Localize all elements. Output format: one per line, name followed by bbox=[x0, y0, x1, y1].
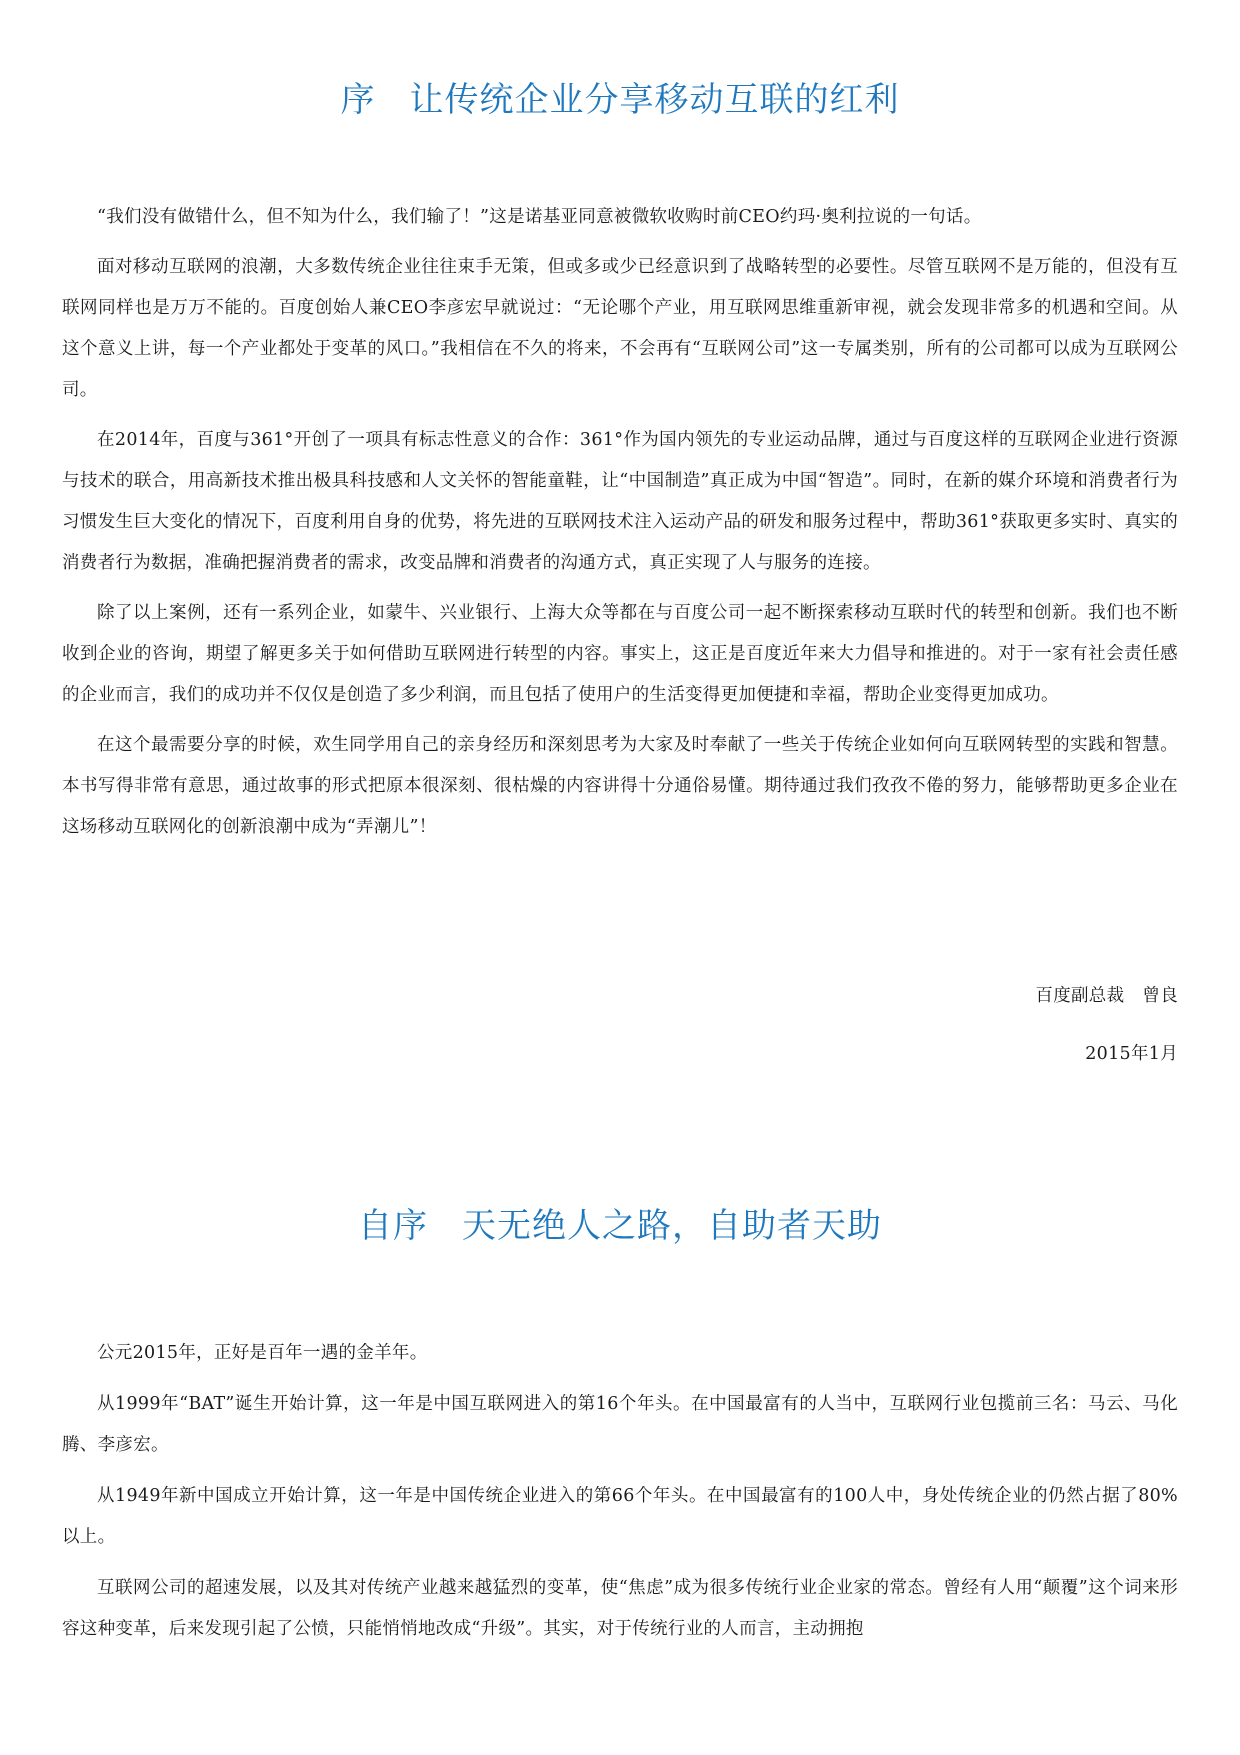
signature bbox=[1035, 982, 1178, 1007]
signature-role: 百度副总裁 bbox=[1035, 986, 1125, 1006]
preface-title-label: 序 bbox=[340, 80, 376, 120]
paragraph: 面对移动互联网的浪潮，大多数传统企业往往束手无策，但或多或少已经意识到了战略转型的必要性。尽管互联网不是万能的，但没有互联网同样也是万万不能的。百度创始人兼CEO李彦宏早就说过：“无论哪个产业，用互联网思维重新审视，就会发现非常多的机遇和空间。从这个意义上讲，每一个产业都处于变革的风口。”我相信在不久的将来，不会再有“互联网公司”这一专属类别，所有的公司都可以成为互联网公司。 bbox=[62, 257, 1178, 400]
paragraph: 在2014年，百度与361°开创了一项具有标志性意义的合作：361°作为国内领先的专业运动品牌，通过与百度这样的互联网企业进行资源与技术的联合，用高新技术推出极具科技感和人文关怀的智能童鞋，让“中国制造”真正成为中国“智造”。同时，在新的媒介环境和消费者行为习惯发生巨大变化的情况下，百度利用自身的优势，将先进的互联网技术注入运动产品的研发和服务过程中，帮助361°获取更多实时、真实的消费者行为数据，准确把握消费者的需求，改变品牌和消费者的沟通方式，真正实现了人与服务的连接。 bbox=[62, 430, 1178, 573]
self-preface-title-label: 自序 bbox=[358, 1206, 428, 1246]
paragraph: 互联网公司的超速发展，以及其对传统产业越来越猛烈的变革，使“焦虑”成为很多传统行业企业家的常态。曾经有人用“颠覆”这个词来形容这种变革，后来发现引起了公愤，只能悄悄地改成“升级”。其实，对于传统行业的人而言，主动拥抱 bbox=[62, 1578, 1178, 1639]
paragraph: “我们没有做错什么，但不知为什么，我们输了！”这是诺基亚同意被微软收购时前CEO约玛·奥利拉说的一句话。 bbox=[97, 207, 982, 227]
signature-name: 曾良 bbox=[1142, 986, 1178, 1006]
preface-title-text: 让传统企业分享移动互联的红利 bbox=[409, 80, 900, 120]
preface-body bbox=[62, 197, 1178, 857]
preface-title bbox=[0, 72, 1240, 121]
paragraph: 除了以上案例，还有一系列企业，如蒙牛、兴业银行、上海大众等都在与百度公司一起不断探索移动互联时代的转型和创新。我们也不断收到企业的咨询，期望了解更多关于如何借助互联网进行转型的内容。事实上，这正是百度近年来大力倡导和推进的。对于一家有社会责任感的企业而言，我们的成功并不仅仅是创造了多少利润，而且包括了使用户的生活变得更加便捷和幸福，帮助企业变得更加成功。 bbox=[62, 603, 1178, 705]
paragraph: 从1999年“BAT”诞生开始计算，这一年是中国互联网进入的第16个年头。在中国最富有的人当中，互联网行业包揽前三名：马云、马化腾、李彦宏。 bbox=[62, 1394, 1178, 1455]
signature-date: 2015年1月 bbox=[1085, 1044, 1178, 1064]
self-preface-body bbox=[62, 1333, 1178, 1660]
paragraph: 公元2015年，正好是百年一遇的金羊年。 bbox=[97, 1343, 428, 1363]
paragraph: 在这个最需要分享的时候，欢生同学用自己的亲身经历和深刻思考为大家及时奉献了一些关于传统企业如何向互联网转型的实践和智慧。本书写得非常有意思，通过故事的形式把原本很深刻、很枯燥的内容讲得十分通俗易懂。期待通过我们孜孜不倦的努力，能够帮助更多企业在这场移动互联网化的创新浪潮中成为“弄潮儿”！ bbox=[62, 735, 1178, 837]
self-preface-title bbox=[0, 1198, 1240, 1247]
self-preface-title-text: 天无绝人之路，自助者天助 bbox=[462, 1206, 882, 1246]
paragraph: 从1949年新中国成立开始计算，这一年是中国传统企业进入的第66个年头。在中国最富有的100人中，身处传统企业的仍然占据了80%以上。 bbox=[62, 1486, 1178, 1547]
